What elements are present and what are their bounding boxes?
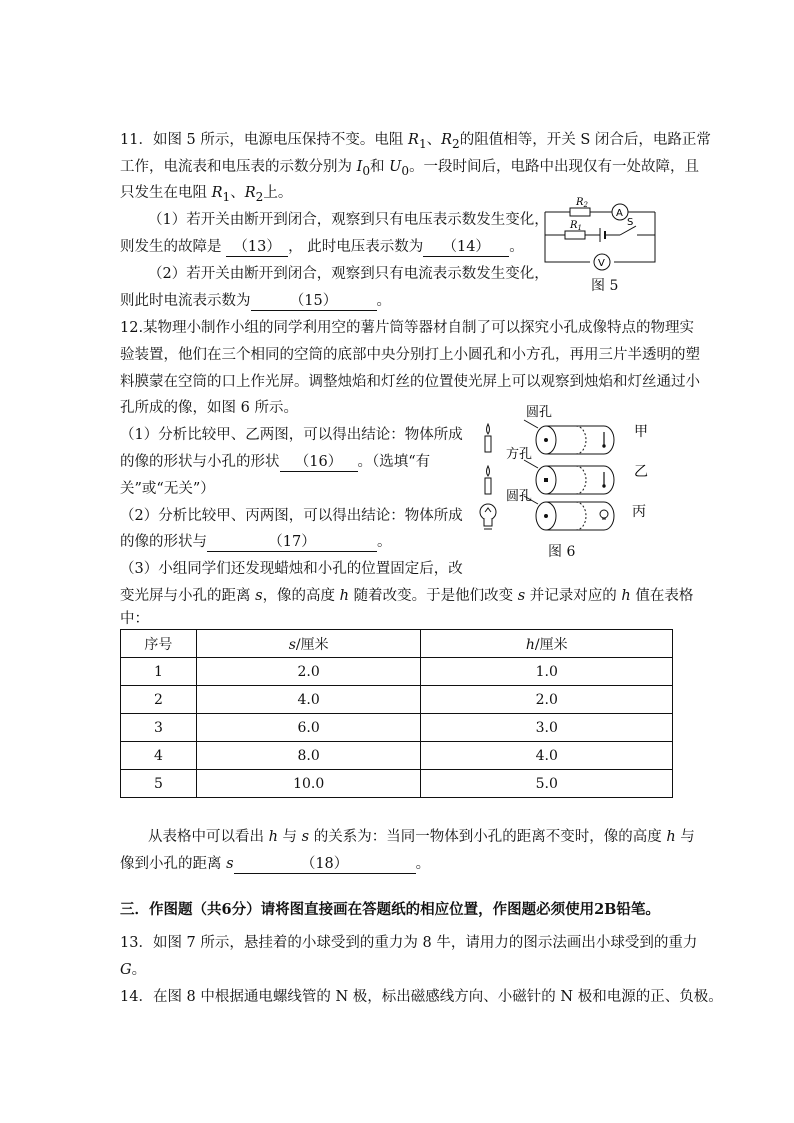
figure-5-caption: 图 5 [591, 278, 619, 294]
table-row: 5 10.0 5.0 [121, 770, 673, 798]
figure-6-caption: 图 6 [548, 544, 576, 560]
blank-13[interactable]: （13） [226, 238, 288, 257]
pinhole-cylinder-yi [536, 466, 614, 494]
svg-text:乙: 乙 [634, 464, 648, 480]
light-bulb-icon [480, 504, 496, 529]
q12-part2-blank: 的像的形状与 （17） 。 [120, 534, 392, 550]
pinhole-camera-figure [476, 405, 676, 558]
resistor-r2 [570, 208, 590, 216]
table-row: 1 2.0 1.0 [121, 658, 673, 686]
q11-part2-blanks: 则此时电流表示数为 （15） 。 [120, 293, 391, 309]
table-row: 3 6.0 3.0 [121, 714, 673, 742]
q12-line-4: 孔所成的像，如图 6 所示。 [120, 400, 298, 416]
table-row: 4 8.0 4.0 [121, 742, 673, 770]
blank-16[interactable]: （16） [280, 453, 358, 472]
blank-18[interactable]: （18） [234, 855, 416, 874]
svg-text:丙: 丙 [632, 504, 646, 520]
svg-text:圆孔: 圆孔 [506, 489, 533, 504]
q12-line-1: 12.某物理小制作小组的同学利用空的薯片筒等器材自制了可以探究小孔成像特点的物理实 [120, 320, 695, 336]
q13-line-1: 13．如图 7 所示，悬挂着的小球受到的重力为 8 牛，请用力的图示法画出小球受到的重力 [120, 935, 698, 951]
svg-text:S: S [627, 217, 634, 228]
candle-icon [485, 466, 491, 494]
section-3-heading: 三．作图题（共6分）请将图直接画在答题纸的相应位置，作图题必须使用2B铅笔。 [120, 901, 660, 918]
q11-line-3: 只发生在电阻 $R_1$、$R_2$上。 [120, 185, 293, 204]
table-row: 2 4.0 2.0 [121, 686, 673, 714]
blank-17[interactable]: （17） [207, 533, 377, 552]
pinhole-cylinder-jia [536, 426, 614, 454]
q12-part1-options: 关”或“无关”） [120, 481, 215, 497]
blank-14[interactable]: （14） [423, 238, 509, 257]
q12-part3-line-3: 中： [120, 611, 149, 627]
data-table [120, 629, 673, 798]
q11-part1-blanks: 则发生的故障是 （13） ， 此时电压表示数为 （14） 。 [120, 239, 524, 255]
q12-part1-blank: 的像的形状与小孔的形状 （16） 。（选填“有 [120, 454, 431, 470]
q11-part1-text: （1）若开关由断开到闭合，观察到只有电压表示数发生变化， [148, 212, 549, 228]
svg-text:R2: $R_2$ [576, 197, 588, 209]
q13-line-2: G。 [120, 962, 147, 978]
q12-part2-text: （2）分析比较甲、丙两图，可以得出结论：物体所成 [120, 508, 463, 524]
blank-15[interactable]: （15） [251, 292, 377, 311]
q11-part2-text: （2）若开关由断开到闭合，观察到只有电流表示数发生变化， [148, 266, 549, 282]
conclusion-line-1: 从表格中可以看出 h 与 s 的关系为：当同一物体到小孔的距离不变时，像的高度 h 与 [148, 829, 695, 845]
table-header-row [121, 630, 673, 658]
svg-text:R1: $R_1$ [570, 220, 582, 232]
svg-text:A: A [616, 208, 623, 219]
q12-part3-text: （3）小组同学们还发现蜡烛和小孔的位置固定后，改 [120, 561, 463, 577]
header-h: h/厘米 [421, 630, 673, 658]
svg-text:V: V [598, 258, 605, 269]
q14-line: 14．在图 8 中根据通电螺线管的 N 极，标出磁感线方向、小磁针的 N 极和电源的正、负极。 [120, 989, 723, 1005]
circuit-diagram [540, 192, 660, 272]
header-no: 序号 [121, 630, 197, 658]
header-s: s/厘米 [196, 630, 421, 658]
q12-part3-line-2: 变光屏与小孔的距离 s，像的高度 h 随着改变。于是他们改变 s 并记录对应的 h 值在表格 [120, 588, 694, 604]
svg-text:圆孔: 圆孔 [526, 405, 553, 420]
q12-line-3: 料膜蒙在空筒的口上作光屏。调整烛焰和灯丝的位置使光屏上可以观察到烛焰和灯丝通过小 [120, 374, 700, 390]
q11-line-1: 11．如图 5 所示，电源电压保持不变。电阻 $R_1$、$R_2$的阻值相等，开关 S 闭合后，电路正常 [120, 132, 711, 151]
svg-text:方孔: 方孔 [506, 447, 533, 462]
pinhole-cylinder-bing [536, 502, 614, 530]
svg-text:甲: 甲 [634, 424, 648, 440]
candle-icon [485, 424, 491, 452]
conclusion-line-2: 像到小孔的距离 s （18） 。 [120, 856, 431, 872]
q11-line-2: 工作，电流表和电压表的示数分别为 $I_0$和 $U_0$。一段时间后，电路中出现仅有一处故障，且 [120, 159, 700, 178]
q12-line-2: 验装置，他们在三个相同的空筒的底部中央分别打上小圆孔和小方孔，再用三片半透明的塑 [120, 347, 700, 363]
resistor-r1 [565, 231, 585, 239]
q12-part1-text: （1）分析比较甲、乙两图，可以得出结论：物体所成 [120, 427, 463, 443]
